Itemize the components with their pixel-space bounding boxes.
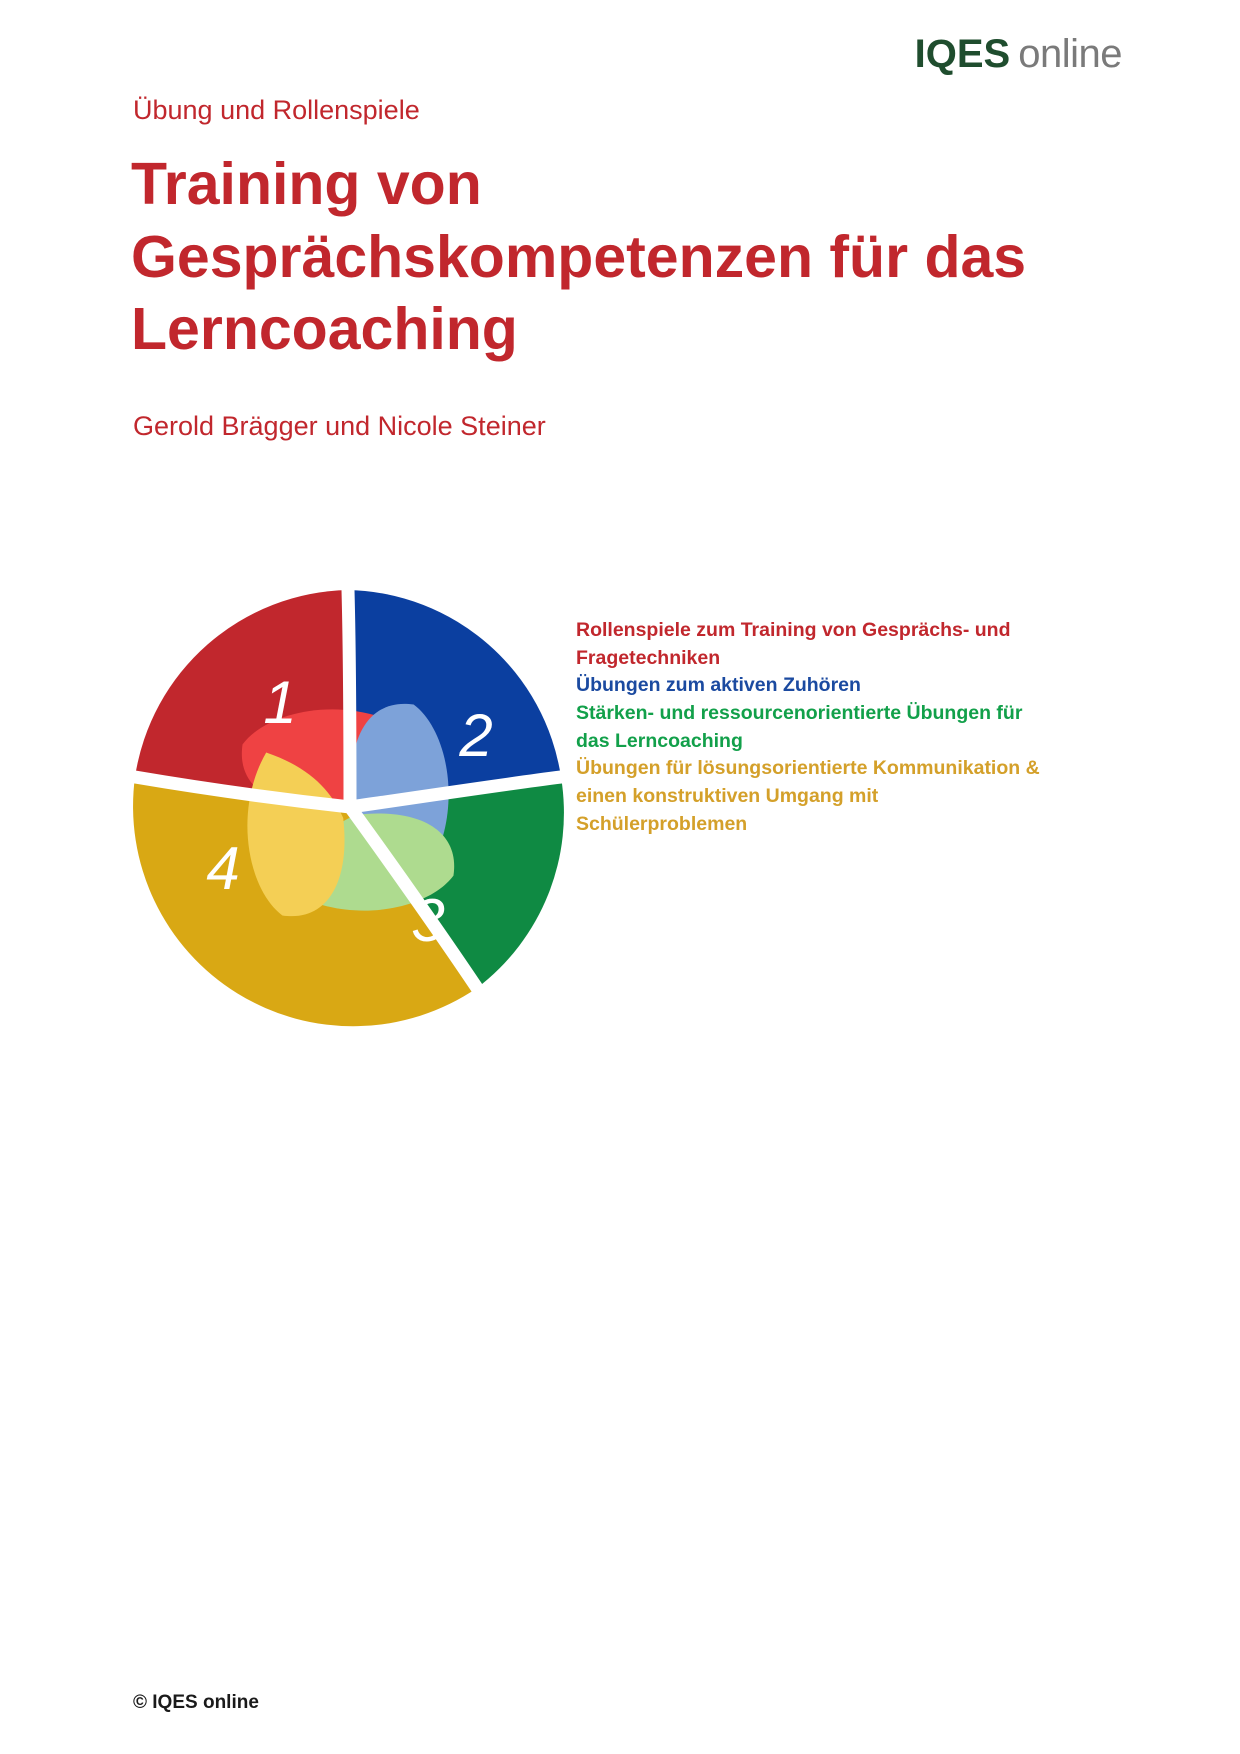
segment-2-number: 2: [459, 701, 493, 769]
segment-3-number: 3: [411, 886, 445, 954]
page-title: Training von Gesprächskompetenzen für das Lerncoaching: [131, 151, 1027, 363]
diagram-legend: [576, 617, 1046, 839]
legend-item-3: Stärken- und ressourcenorientierte Übungen für das Lerncoaching: [576, 702, 1023, 752]
iqes-online-logo: [915, 32, 1122, 77]
segment-4-number: 4: [206, 834, 240, 902]
legend-item-1: Rollenspiele zum Training von Gesprächs- und Fragetechniken: [576, 619, 1011, 669]
legend-item-4: Übungen für lösungsorientierte Kommunikation & einen konstruktiven Umgang mit Schülerproblemen: [576, 757, 1040, 835]
four-segment-pinwheel-diagram: [128, 585, 568, 1035]
document-kicker: Übung und Rollenspiele: [133, 95, 420, 125]
pinwheel-svg: [128, 585, 568, 1035]
footer-copyright: © IQES online: [133, 1692, 259, 1713]
logo-secondary-text: online: [1018, 32, 1122, 76]
document-authors: Gerold Brägger und Nicole Steiner: [133, 411, 546, 441]
logo-primary-text: IQES: [914, 32, 1011, 76]
segment-1-number: 1: [263, 668, 297, 736]
legend-item-2: Übungen zum aktiven Zuhören: [576, 674, 861, 697]
